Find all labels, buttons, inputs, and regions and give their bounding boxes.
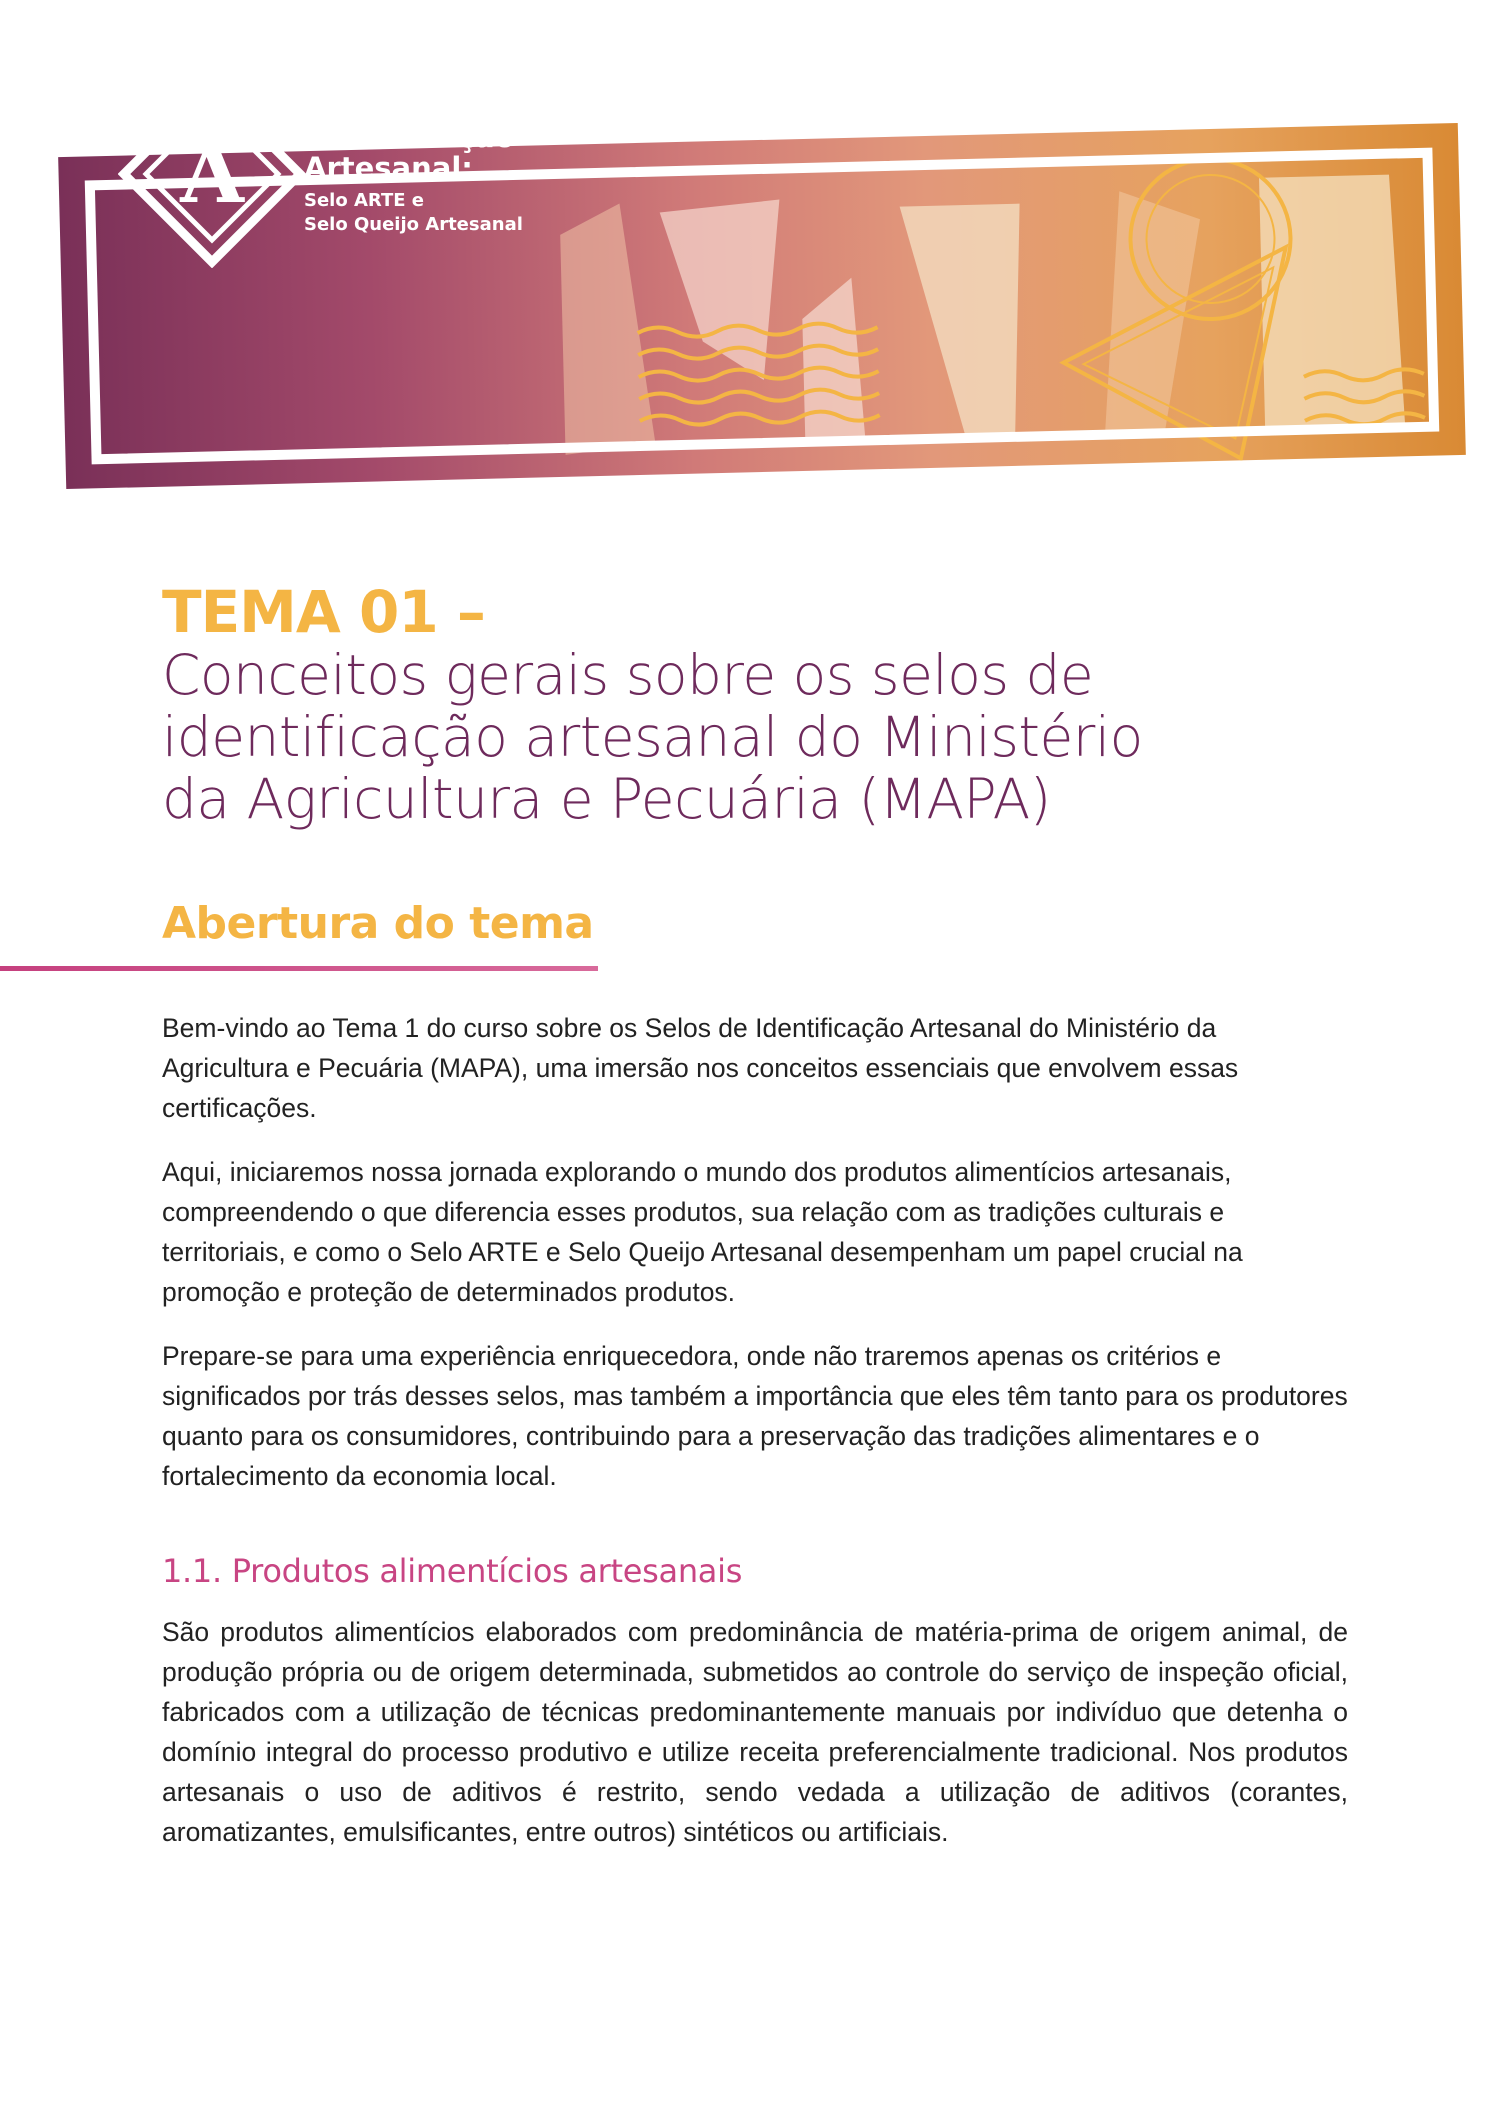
theme-title — [162, 644, 1362, 830]
banner-subtitle — [304, 189, 523, 236]
artesanal-logo-icon — [118, 80, 306, 268]
intro-paragraph-2: Aqui, iniciaremos nossa jornada explorando o mundo dos produtos alimentícios artesanais, compreendendo o que diferencia esses produtos, sua relação com as tradições culturais e territoriais, e como o Selo ARTE e Selo Queijo Artesanal desempenham um papel crucial na promoção e proteção de determinados produtos. — [162, 1157, 1243, 1307]
subsection-heading: 1.1. Produtos alimentícios artesanais — [162, 1552, 743, 1590]
theme-title-line-1: Conceitos gerais sobre os selos de — [162, 643, 1094, 707]
intro-paragraph-1: Bem-vindo ao Tema 1 do curso sobre os Selos de Identificação Artesanal do Ministério da Agricultura e Pecuária (MAPA), uma imersão nos conceitos essenciais que envolvem essas certificações. — [162, 1013, 1239, 1123]
banner-subtitle-line-1: Selo ARTE e — [304, 190, 425, 212]
subsection-paragraph: São produtos alimentícios elaborados com predominância de matéria-prima de origem animal, de produção própria ou de origem determinada, submetidos ao controle do serviço de inspeção oficial, fabricados com a utilização de técnicas predominantemente manuais por indivíduo que detenha o domínio integral do processo produtivo e utilize receita preferencialmente tradicional. Nos produtos artesanais o uso de aditivos é restrito, sendo vedada a utilização de aditivos (corantes, aromatizantes, emulsificantes, entre outros) sintéticos ou artificiais. — [162, 1617, 1348, 1847]
section-heading: Abertura do tema — [162, 898, 594, 949]
theme-title-line-2: identificação artesanal do Ministério — [162, 705, 1143, 769]
banner-subtitle-line-2: Selo Queijo Artesanal — [304, 213, 523, 235]
section-divider — [0, 966, 598, 971]
theme-title-line-3: da Agricultura e Pecuária (MAPA) — [162, 767, 1051, 831]
theme-label: TEMA 01 – — [162, 578, 485, 646]
banner-title — [304, 92, 523, 236]
logo-letter: A — [180, 126, 244, 222]
banner-title-line-3: Artesanal: — [304, 150, 473, 185]
banner-title-line-2: Identificação — [304, 120, 515, 155]
intro-paragraph-3: Prepare-se para uma experiência enriquecedora, onde não traremos apenas os critérios e significados por trás desses selos, mas também a importância que eles têm tanto para os produtores quanto para os consumidores, contribuindo para a preservação das tradições alimentares e o fortalecimento da economia local. — [162, 1341, 1348, 1491]
banner-title-line-1: Selos de — [304, 90, 443, 124]
